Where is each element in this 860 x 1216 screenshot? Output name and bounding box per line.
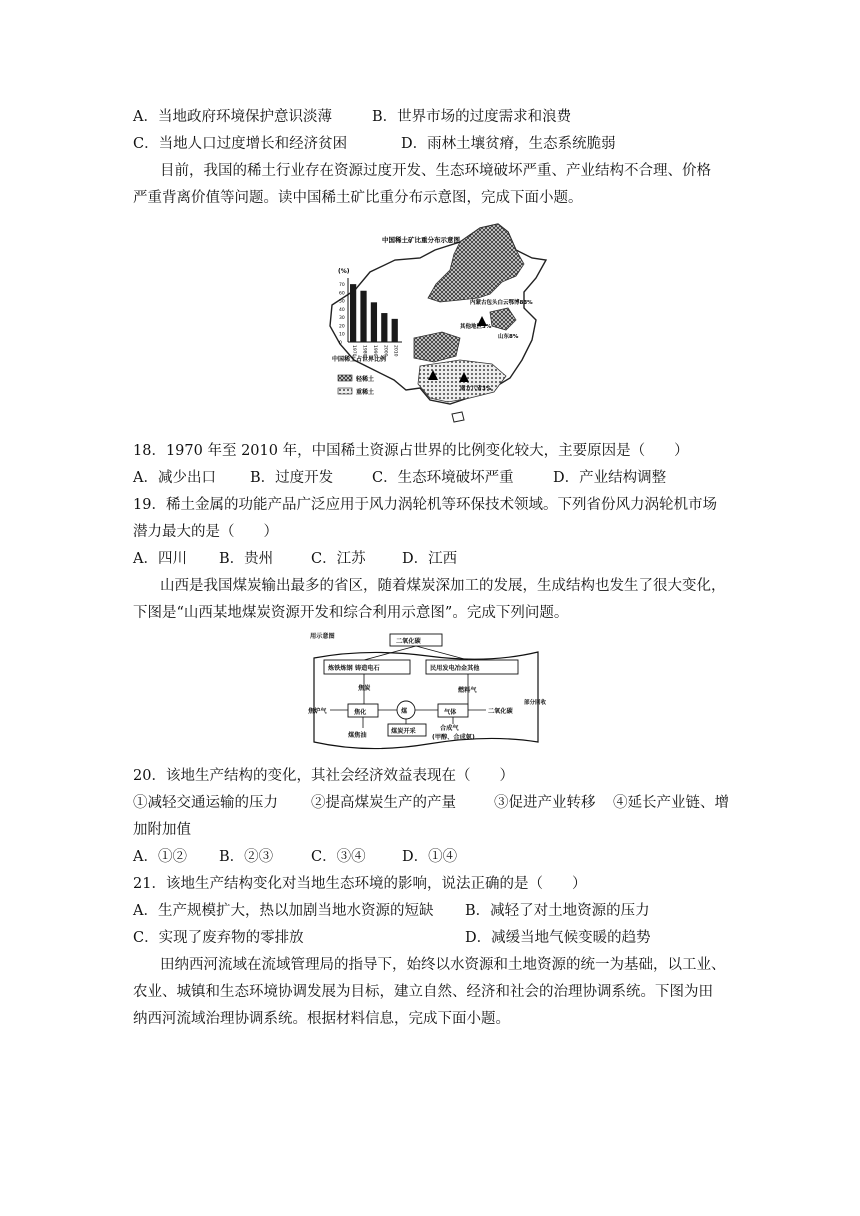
q19-option-a: A．四川 [133,551,187,567]
chart-y-tick: 40 [339,307,345,313]
q18-option-d: D．产业结构调整 [553,470,667,486]
chart-y-tick: 10 [339,332,345,338]
q20-option-d: D．①④ [402,849,458,865]
chart-bar-2000 [381,313,387,342]
q20-item-4: ④延长产业链、增 [613,795,729,811]
chart-caption: 中国稀土占世界比例 [332,356,387,363]
label-shandong: 山东8% [498,334,519,340]
q18-option-c: C．生态环境破坏严重 [372,470,514,486]
q18-stem: 18．1970 年至 2010 年，中国稀土资源占世界的比例变化较大，主要原因是（ ） [133,443,689,459]
q18-option-b: B．过度开发 [250,470,334,486]
coal-mining-label: 煤炭开采 [391,728,416,735]
co2-right-label: 二氧化碳 [488,708,513,715]
q20-item-4-cont: 加附加值 [133,822,191,838]
label-inner-mongolia: 内蒙古包头白云鄂博83% [470,300,533,306]
map-title: 中国稀土矿比重分布示意图 [382,236,460,244]
hainan [452,412,464,422]
chart-unit: (%) [338,268,350,275]
q20-item-1: ①减轻交通运输的压力 [133,795,278,811]
label-south-provinces: 南方八省3% [460,386,492,392]
passage1-line1: 目前，我国的稀土行业存在资源过度开发、生态环境破坏严重、产业结构不合理、价格 [160,163,711,179]
passage2-line1: 山西是我国煤炭输出最多的省区，随着煤炭深加工的发展，生成结构也发生了很大变化， [160,578,726,594]
chart-y-tick: 50 [339,299,345,305]
chart-x-tick: 2000 [382,345,388,357]
coking-label: 焦化 [354,709,367,716]
q21-stem: 21．该地生产结构变化对当地生态环境的影响，说法正确的是（ ） [133,876,587,892]
coal-tar-label: 煤焦油 [348,732,367,739]
box-left-label: 炼铁炼钢 铸造电石 [328,665,380,672]
q20-option-c: C．③④ [311,849,366,865]
q20-option-b: B．②③ [219,849,274,865]
coal-flow-figure [308,630,552,755]
chart-x-tick: 1990 [371,345,377,357]
q19-option-c: C．江苏 [311,551,366,567]
legend-heavy-label: 重稀土 [356,389,375,396]
q19-option-d: D．江西 [402,551,458,567]
q17-option-d: D．雨林土壤贫瘠，生态系统脆弱 [401,136,616,152]
passage3-line1: 田纳西河流域在流域管理局的指导下，始终以水资源和土地资源的统一为基础，以工业、 [160,957,726,973]
chart-x-tick: 1970 [351,345,357,357]
chart-y-tick: 30 [339,316,345,322]
legend-light-swatch [338,375,352,381]
q19-stem-line1: 19．稀土金属的功能产品广泛应用于风力涡轮机等环保技术领域。下列省份风力涡轮机市场 [133,497,717,513]
q20-item-2: ②提高煤炭生产的产量 [311,795,456,811]
chart-bar-1970 [350,284,356,342]
legend-light-label: 轻稀土 [356,376,375,383]
q17-option-a: A．当地政府环境保护意识淡薄 [133,109,332,125]
fuel-gas-label: 燃料气 [458,687,477,694]
coal-flow-svg [308,630,552,755]
q19-option-b: B．贵州 [219,551,274,567]
syngas-products-label: (甲醇、合成氨) [432,734,475,741]
chart-y-tick: 60 [339,291,345,297]
chart-x-tick: 1980 [361,345,367,357]
label-other-regions: 其他地区3% [460,324,492,330]
chart-bar-1980 [360,291,366,342]
coke-oven-gas-label: 焦炉气 [308,708,327,715]
chart-x-tick: 2010 [392,345,398,357]
rare-earth-map-figure [310,220,554,430]
chart-y-tick: 0 [339,341,342,346]
chart-bar-2010 [392,319,398,342]
coal-label: 煤 [401,708,408,715]
chart-y-tick: 20 [339,324,345,330]
q21-option-b: B．减轻了对土地资源的压力 [465,903,650,919]
box-right-label: 民用发电冶金其他 [430,665,480,672]
q19-stem-line2: 潜力最大的是（ ） [133,524,278,540]
q20-item-3: ③促进产业转移 [494,795,596,811]
q21-option-a: A．生产规模扩大，热以加剧当地水资源的短缺 [133,903,434,919]
passage2-line2: 下图是“山西某地煤炭资源开发和综合利用示意图”。完成下列问题。 [133,605,569,621]
coke-label: 焦炭 [358,685,371,692]
co2-top-label: 二氧化碳 [396,638,421,645]
q21-option-d: D．减缓当地气候变暖的趋势 [465,930,651,946]
syngas-label: 合成气 [440,725,459,732]
q20-stem: 20．该地生产结构的变化，其社会经济效益表现在（ ） [133,768,514,784]
partial-recycle-label: 部分回收 [524,700,547,706]
q17-option-b: B．世界市场的过度需求和浪费 [372,109,572,125]
chart-bar-1990 [371,302,377,342]
q17-option-c: C．当地人口过度增长和经济贫困 [133,136,348,152]
passage3-line3: 纳西河流域治理协调系统。根据材料信息，完成下面小题。 [133,1011,510,1027]
passage1-line2: 严重背离价值等问题。读中国稀土矿比重分布示意图，完成下面小题。 [133,190,583,206]
passage3-line2: 农业、城镇和生态环境协调发展为目标，建立自然、经济和社会的治理协调系统。下图为田 [133,984,713,1000]
rare-earth-map-svg [310,220,554,430]
q21-option-c: C．实现了废弃物的零排放 [133,930,304,946]
legend-heavy-swatch [338,388,352,394]
q20-option-a: A．①② [133,849,187,865]
corner-label: 用示意图 [310,633,335,640]
gas-label: 气体 [444,709,457,716]
chart-y-tick: 70 [339,283,345,289]
q18-option-a: A．减少出口 [133,470,216,486]
